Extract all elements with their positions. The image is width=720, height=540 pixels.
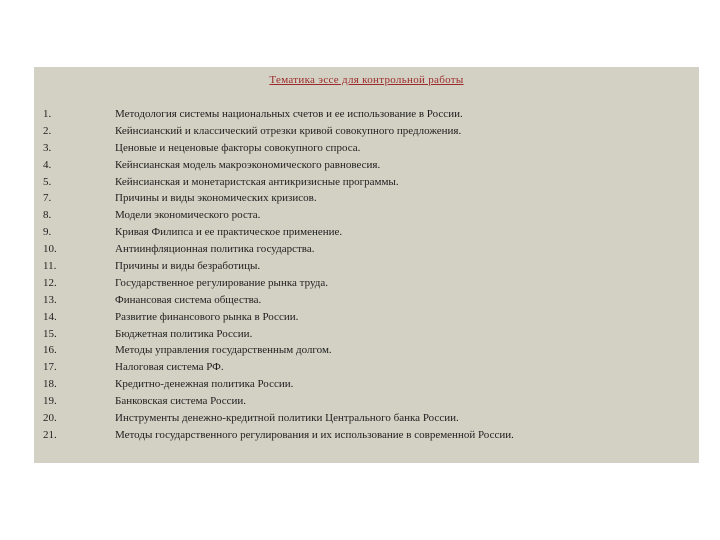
item-text: Кейнсианская и монетаристская антикризисные программы. xyxy=(115,175,399,188)
item-text: Методы управления государственным долгом. xyxy=(115,344,332,357)
item-number: 8. xyxy=(43,209,52,222)
item-number: 7. xyxy=(43,192,52,205)
item-text: Кейнсианский и классический отрезки кривой совокупного предложения. xyxy=(115,124,462,137)
item-text: Банковская система России. xyxy=(115,395,247,408)
item-text: Кейнсианская модель макроэкономического равновесия. xyxy=(115,158,381,171)
list-item xyxy=(43,123,693,140)
item-text: Модели экономического роста. xyxy=(115,209,261,222)
list-item xyxy=(43,258,693,275)
item-number: 11. xyxy=(43,260,57,273)
item-text: Финансовая система общества. xyxy=(115,293,262,306)
item-number: 19. xyxy=(43,395,57,408)
item-number: 3. xyxy=(43,141,52,154)
list-item xyxy=(43,207,693,224)
item-text: Причины и виды безработицы. xyxy=(115,260,261,273)
list-item xyxy=(43,326,693,343)
item-text: Методология системы национальных счетов и ее использование в России. xyxy=(115,108,463,120)
list-item xyxy=(43,174,693,191)
item-number: 2. xyxy=(43,124,52,137)
item-number: 1. xyxy=(43,108,52,120)
topic-list xyxy=(43,106,693,444)
list-item xyxy=(43,376,693,393)
list-item xyxy=(43,292,693,309)
item-number: 12. xyxy=(43,276,57,289)
item-number: 20. xyxy=(43,412,57,425)
list-item xyxy=(43,309,693,326)
list-item xyxy=(43,410,693,427)
document-title: Тематика эссе для контрольной работы xyxy=(269,74,464,86)
list-item xyxy=(43,359,693,376)
item-number: 18. xyxy=(43,378,57,391)
list-item xyxy=(43,224,693,241)
item-text: Инструменты денежно-кредитной политики Центрального банка России. xyxy=(115,412,459,425)
item-number: 17. xyxy=(43,361,57,374)
list-item xyxy=(43,106,693,123)
list-item xyxy=(43,427,693,444)
item-number: 13. xyxy=(43,293,57,306)
item-number: 15. xyxy=(43,327,57,340)
list-item xyxy=(43,157,693,174)
item-text: Государственное регулирование рынка труда. xyxy=(115,276,328,289)
item-text: Антиинфляционная политика государства. xyxy=(115,243,315,256)
item-number: 4. xyxy=(43,158,52,171)
item-number: 5. xyxy=(43,175,52,188)
list-item xyxy=(43,140,693,157)
content-panel xyxy=(34,67,699,463)
item-number: 16. xyxy=(43,344,57,357)
item-text: Методы государственного регулирования и их использование в современной России. xyxy=(115,428,514,441)
item-text: Кривая Филипса и ее практическое применение. xyxy=(115,226,343,239)
item-text: Налоговая система РФ. xyxy=(115,361,224,374)
item-text: Бюджетная политика России. xyxy=(115,327,253,340)
item-number: 21. xyxy=(43,428,57,441)
item-text: Причины и виды экономических кризисов. xyxy=(115,192,317,205)
list-item xyxy=(43,393,693,410)
list-item xyxy=(43,190,693,207)
item-text: Развитие финансового рынка в России. xyxy=(115,310,299,323)
list-item xyxy=(43,342,693,359)
item-text: Кредитно-денежная политика России. xyxy=(115,378,294,391)
item-number: 9. xyxy=(43,226,52,239)
list-item xyxy=(43,275,693,292)
item-number: 10. xyxy=(43,243,57,256)
item-number: 14. xyxy=(43,310,57,323)
item-text: Ценовые и неценовые факторы совокупного спроса. xyxy=(115,141,361,154)
list-item xyxy=(43,241,693,258)
